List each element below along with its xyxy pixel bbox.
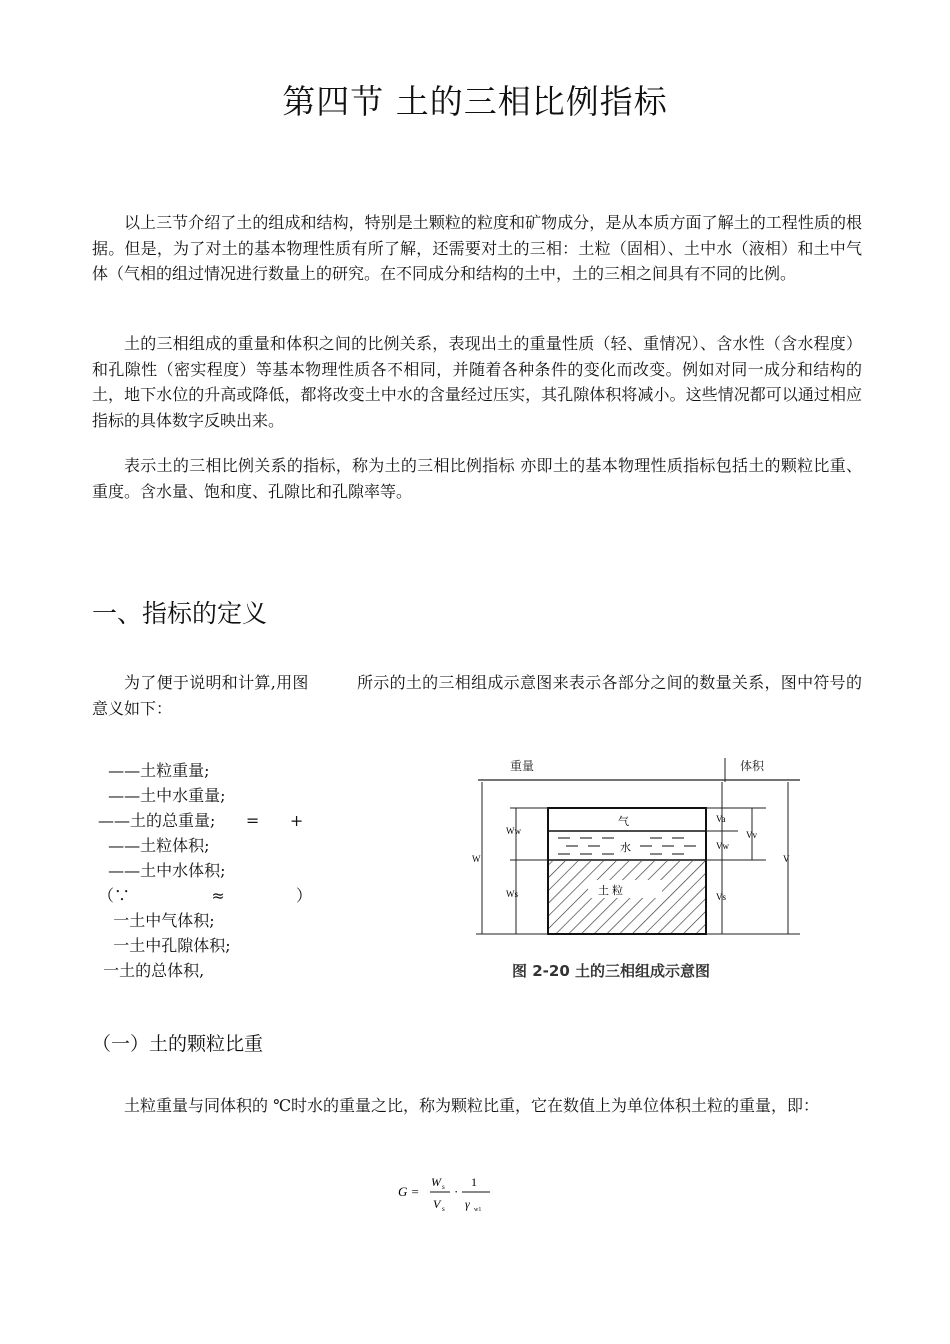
water-label: 水 xyxy=(620,842,631,854)
formula-den-sub: s xyxy=(442,1205,445,1213)
formula-den: V xyxy=(433,1197,441,1211)
v-void-label: Vv xyxy=(746,830,757,840)
weight-label: 重量 xyxy=(510,759,535,773)
paragraph-2: 土的三相组成的重量和体积之间的比例关系，表现出土的重量性质（轻、重情况）、含水性（含水程度）和孔隙性（密实程度）等基本物理性质各不相同，并随着各种条件的变化而改变。例如对同一成分和结构的土，地下水位的升高或降低，都将改变土中水的含量经过压实，其孔隙体积将减小。这些情况都可以通过相应指标的具体数字反映出来。 xyxy=(92,334,862,430)
list-item: ——土粒体积; xyxy=(98,836,210,855)
soil-label: 土 粒 xyxy=(598,885,624,897)
list-item: ——土粒重量; xyxy=(98,761,210,780)
three-phase-diagram xyxy=(470,752,815,992)
v-gas-label: Va xyxy=(716,814,726,824)
w-total-label: W xyxy=(472,854,481,864)
volume-label: 体积 xyxy=(740,759,765,773)
paragraph-1: 以上三节介绍了土的组成和结构，特别是土颗粒的粒度和矿物成分，是从本质方面了解土的工程性质的根据。但是，为了对土的基本物理性质有所了解，还需要对土的三相：土粒（固相）、土中水（液相）和土中气体（气相的组过情况进行数量上的研究。在不同成分和结构的土中，土的三相之间具有不同的比例。 xyxy=(92,213,862,283)
formula-lhs: G = xyxy=(398,1184,420,1199)
formula-num: W xyxy=(431,1175,441,1189)
w-water-label: Ww xyxy=(506,826,521,836)
section-intro xyxy=(92,670,862,721)
intro-part-a: 为了便于说明和计算,用图 xyxy=(124,673,309,692)
list-item: 一土中气体积; xyxy=(98,911,215,930)
v-total-label: V xyxy=(783,854,790,864)
list-item: ——土中水重量; xyxy=(98,786,226,805)
w-soil-label: Ws xyxy=(506,889,518,899)
left-dimensions xyxy=(476,782,548,934)
list-item: 一土中孔隙体积; xyxy=(98,936,231,955)
v-water-label: Vw xyxy=(716,841,729,851)
subsection-heading: （一）土的颗粒比重 xyxy=(92,1033,264,1055)
intro-part-b: 所示的土的三相组成示意图来表示各部分之间的数量关系，图中符号的意义如下： xyxy=(92,673,862,718)
list-item: 一土的总体积, xyxy=(98,961,205,980)
list-item: ——土中水体积; xyxy=(98,861,226,880)
list-item: ——土的总重量; = + xyxy=(98,811,304,830)
v-soil-label: Vs xyxy=(716,892,727,902)
figure-caption: 图 2-20 土的三相组成示意图 xyxy=(512,962,710,980)
symbol-list xyxy=(98,758,312,983)
specific-gravity-formula xyxy=(398,1168,508,1228)
formula-gamma: γ xyxy=(465,1197,470,1211)
paragraph-3: 表示土的三相比例关系的指标，称为土的三相比例指标 亦即土的基本物理性质指标包括土的颗粒比重、重度。含水量、饱和度、孔隙比和孔隙率等。 xyxy=(92,456,862,501)
formula-dot: · xyxy=(454,1184,459,1199)
formula-gamma-sub: w1 xyxy=(474,1207,482,1213)
list-item: （∵ ≈ ） xyxy=(98,886,312,905)
formula-num-sub: s xyxy=(442,1183,445,1191)
section-heading: 一、指标的定义 xyxy=(92,599,268,628)
page-title: 第四节 土的三相比例指标 xyxy=(282,82,668,121)
subsection-text: 土粒重量与同体积的 ℃时水的重量之比，称为颗粒比重，它在数值上为单位体积土粒的重量，即： xyxy=(124,1096,819,1115)
gas-label: 气 xyxy=(618,816,629,828)
formula-one: 1 xyxy=(471,1175,477,1189)
